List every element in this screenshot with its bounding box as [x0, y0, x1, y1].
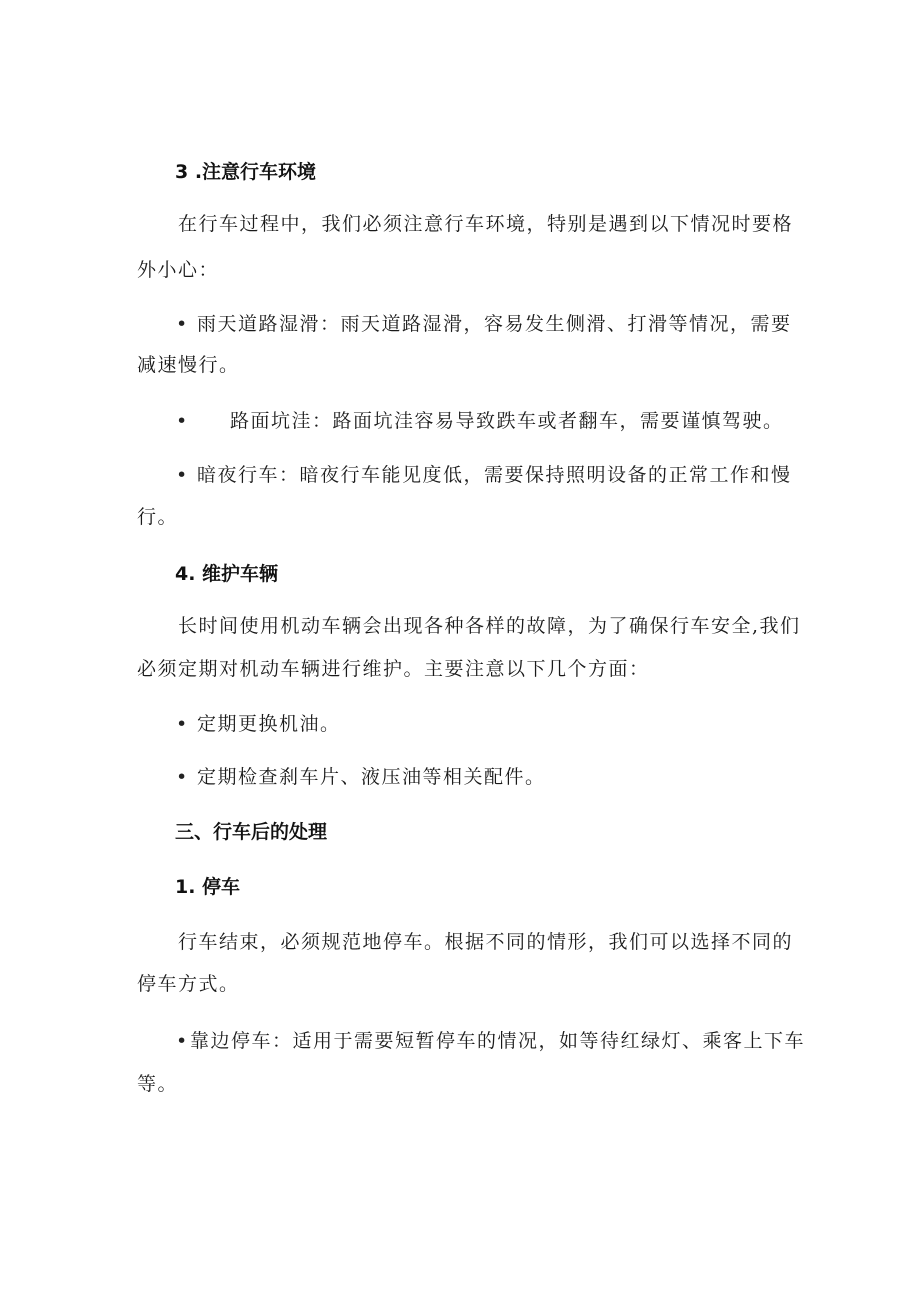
bullet-icon: •	[176, 464, 188, 486]
part-heading-3: 三、行车后的处理	[175, 821, 328, 843]
paragraph-line: 停车方式。	[137, 973, 240, 995]
section-heading-3: 3 .注意行车环境	[175, 161, 317, 183]
list-item-continuation: 等。	[137, 1073, 179, 1095]
subsection-heading-1: 1. 停车	[175, 876, 241, 898]
bullet-icon: •	[176, 713, 188, 735]
list-item: 雨天道路湿滑：雨天道路湿滑，容易发生侧滑、打滑等情况，需要	[197, 313, 792, 335]
list-item: 定期检查刹车片、液压油等相关配件。	[197, 766, 546, 788]
list-item: 暗夜行车：暗夜行车能见度低，需要保持照明设备的正常工作和慢	[197, 464, 792, 486]
list-item-continuation: 行。	[137, 506, 179, 528]
paragraph-line: 行车结束，必须规范地停车。根据不同的情形，我们可以选择不同的	[178, 931, 794, 953]
bullet-icon: •	[176, 1030, 188, 1052]
paragraph-line: 外小心：	[137, 259, 220, 281]
list-item: 靠边停车：适用于需要短暂停车的情况，如等待红绿灯、乘客上下车	[190, 1030, 806, 1052]
list-item-continuation: 减速慢行。	[137, 354, 240, 376]
paragraph-line: 长时间使用机动车辆会出现各种各样的故障，为了确保行车安全,我们	[178, 615, 801, 637]
list-item: 路面坑洼：路面坑洼容易导致跌车或者翻车，需要谨慎驾驶。	[230, 410, 784, 432]
section-heading-4: 4. 维护车辆	[175, 563, 279, 585]
bullet-icon: •	[176, 313, 188, 335]
list-item: 定期更换机油。	[197, 713, 341, 735]
paragraph-line: 必须定期对机动车辆进行维护。主要注意以下几个方面：	[137, 658, 650, 680]
paragraph-line: 在行车过程中，我们必须注意行车环境，特别是遇到以下情况时要格	[178, 213, 794, 235]
bullet-icon: •	[176, 410, 188, 432]
bullet-icon: •	[176, 766, 188, 788]
